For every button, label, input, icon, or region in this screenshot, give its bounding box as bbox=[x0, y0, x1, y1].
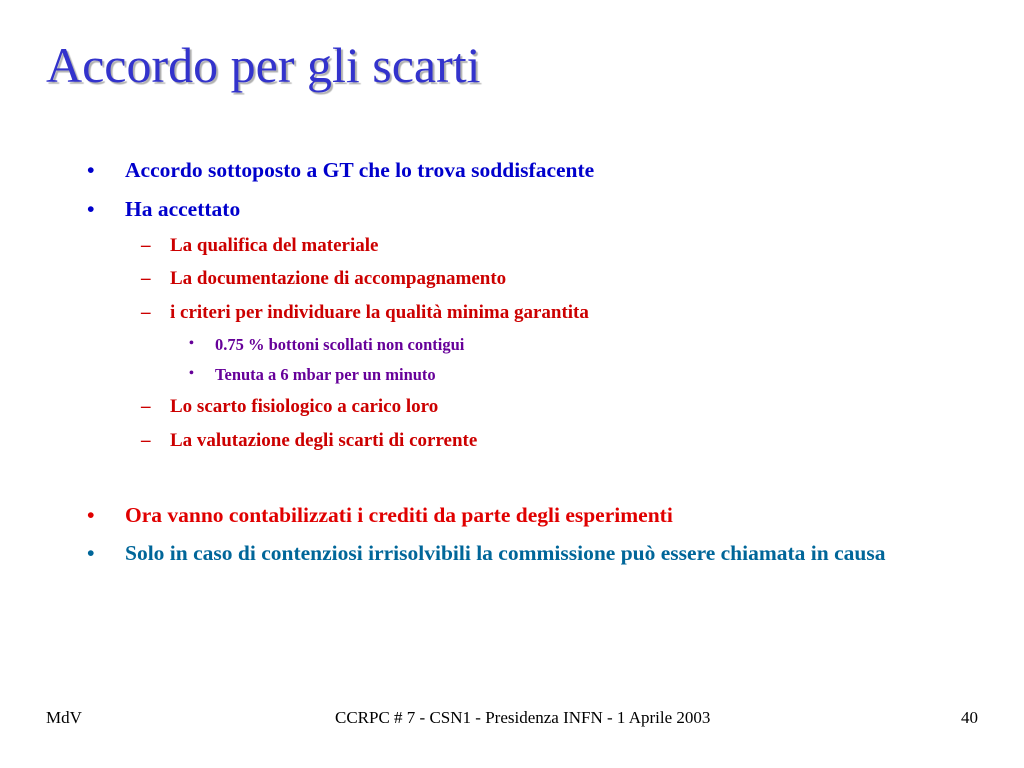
bullet-marker: • bbox=[87, 503, 95, 527]
sub-bullet-item bbox=[141, 302, 930, 324]
bullet-text: Ora vanno contabilizzati i crediti da parte degli esperimenti bbox=[125, 503, 673, 527]
bullet-text: Accordo sottoposto a GT che lo trova soddisfacente bbox=[125, 158, 595, 182]
bullet-item bbox=[87, 503, 945, 528]
sub-bullet-text: La documentazione di accompagnamento bbox=[170, 268, 507, 289]
slide-number: 40 bbox=[961, 708, 978, 727]
bullet-marker: • bbox=[87, 541, 95, 565]
bullet-item bbox=[87, 197, 945, 222]
sub-sub-bullet-text: 0.75 % bottoni scollati non contigui bbox=[215, 335, 465, 354]
sub-bullet-item bbox=[141, 268, 930, 290]
bullet-marker: • bbox=[189, 336, 194, 351]
bullet-text: Solo in caso di contenziosi irrisolvibili la commissione può essere chiamata in causa bbox=[125, 541, 886, 565]
sub-sub-bullet-text: Tenuta a 6 mbar per un minuto bbox=[215, 365, 436, 384]
sub-sub-bullet-item bbox=[189, 335, 915, 355]
sub-bullet-text: La valutazione degli scarti di corrente bbox=[170, 430, 478, 451]
sub-bullet-text: La qualifica del materiale bbox=[170, 235, 379, 256]
dash-marker: – bbox=[141, 430, 151, 451]
bullet-marker: • bbox=[87, 197, 95, 221]
bullet-item bbox=[87, 541, 945, 566]
dash-marker: – bbox=[141, 302, 151, 323]
dash-marker: – bbox=[141, 235, 151, 256]
sub-bullet-item bbox=[141, 396, 930, 418]
bullet-text: Ha accettato bbox=[125, 197, 241, 221]
sub-bullet-item bbox=[141, 235, 930, 257]
bullet-item bbox=[87, 158, 945, 183]
footer-author: MdV bbox=[46, 708, 82, 727]
bullet-marker: • bbox=[87, 158, 95, 182]
sub-sub-bullet-item bbox=[189, 365, 915, 385]
sub-bullet-item bbox=[141, 430, 930, 452]
dash-marker: – bbox=[141, 396, 151, 417]
footer-event: CCRPC # 7 - CSN1 - Presidenza INFN - 1 Aprile 2003 bbox=[335, 708, 711, 727]
sub-bullet-text: Lo scarto fisiologico a carico loro bbox=[170, 396, 439, 417]
dash-marker: – bbox=[141, 268, 151, 289]
slide-title: Accordo per gli scarti bbox=[46, 37, 481, 93]
bullet-marker: • bbox=[189, 366, 194, 381]
sub-bullet-text: i criteri per individuare la qualità minima garantita bbox=[170, 302, 589, 323]
